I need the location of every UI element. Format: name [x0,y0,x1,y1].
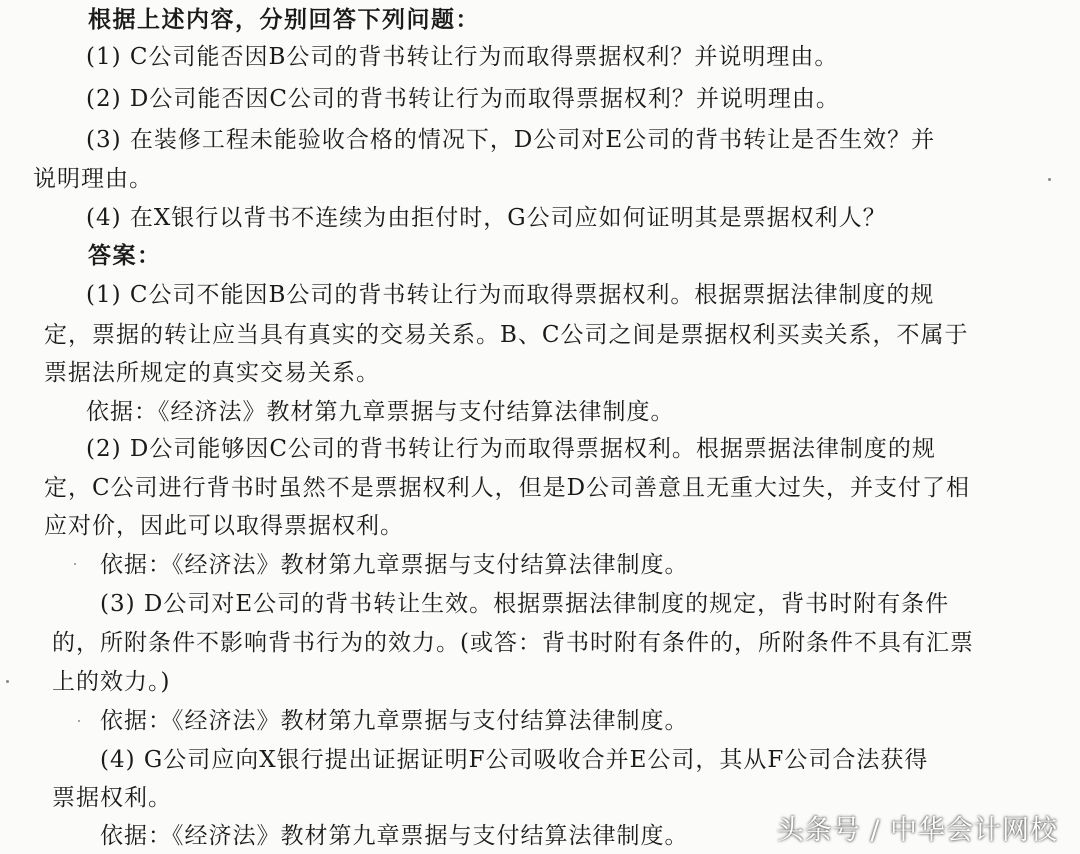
answer-1-basis: 依据：《经济法》教材第九章票据与支付结算法律制度。 [86,399,675,425]
answer-1-line-1: (1) C公司不能因B公司的背书转让行为而取得票据权利。根据票据法律制度的规 [86,282,935,308]
answer-1-line-3: 票据法所规定的真实交易关系。 [44,360,380,386]
scan-speck [1048,178,1051,181]
scan-speck [6,680,9,683]
answer-4-line-1: (4) G公司应向X银行提出证据证明F公司吸收合并E公司，其从F公司合法获得 [100,747,929,773]
question-3-line-1: (3) 在装修工程未能验收合格的情况下，D公司对E公司的背书转让是否生效？并 [86,127,936,153]
answer-3-line-2: 的，所附条件不影响背书行为的效力。(或答：背书时附有条件的，所附条件不具有汇票 [52,630,974,656]
question-2: (2) D公司能否因C公司的背书转让行为而取得票据权利？并说明理由。 [86,86,840,112]
answer-3-line-3: 上的效力。) [52,669,171,695]
questions-heading: 根据上述内容，分别回答下列问题： [88,7,480,33]
answer-1-line-2: 定，票据的转让应当具有真实的交易关系。B、C公司之间是票据权利买卖关系，不属于 [44,322,969,348]
answer-3-line-1: (3) D公司对E公司的背书转让生效。根据票据法律制度的规定，背书时附有条件 [100,591,950,617]
question-1: (1) C公司能否因B公司的背书转让行为而取得票据权利？并说明理由。 [86,44,839,70]
question-4: (4) 在X银行以背书不连续为由拒付时，G公司应如何证明其是票据权利人？ [86,205,887,231]
answer-2-line-2: 定，C公司进行背书时虽然不是票据权利人，但是D公司善意且无重大过失，并支付了相 [44,475,971,501]
answers-heading: 答案： [88,243,162,269]
answer-4-line-2: 票据权利。 [52,785,172,811]
answer-4-basis: 依据：《经济法》教材第九章票据与支付结算法律制度。 [100,823,689,849]
scan-speck [74,563,76,565]
question-3-line-2: 说明理由。 [33,166,153,192]
answer-2-line-1: (2) D公司能够因C公司的背书转让行为而取得票据权利。根据票据法律制度的规 [86,436,936,462]
answer-2-line-3: 应对价，因此可以取得票据权利。 [44,513,404,539]
answer-3-basis: 依据：《经济法》教材第九章票据与支付结算法律制度。 [100,708,689,734]
answer-2-basis: 依据：《经济法》教材第九章票据与支付结算法律制度。 [100,552,689,578]
scan-speck [78,720,80,722]
watermark-label: 头条号 / 中华会计网校 [776,815,1058,846]
